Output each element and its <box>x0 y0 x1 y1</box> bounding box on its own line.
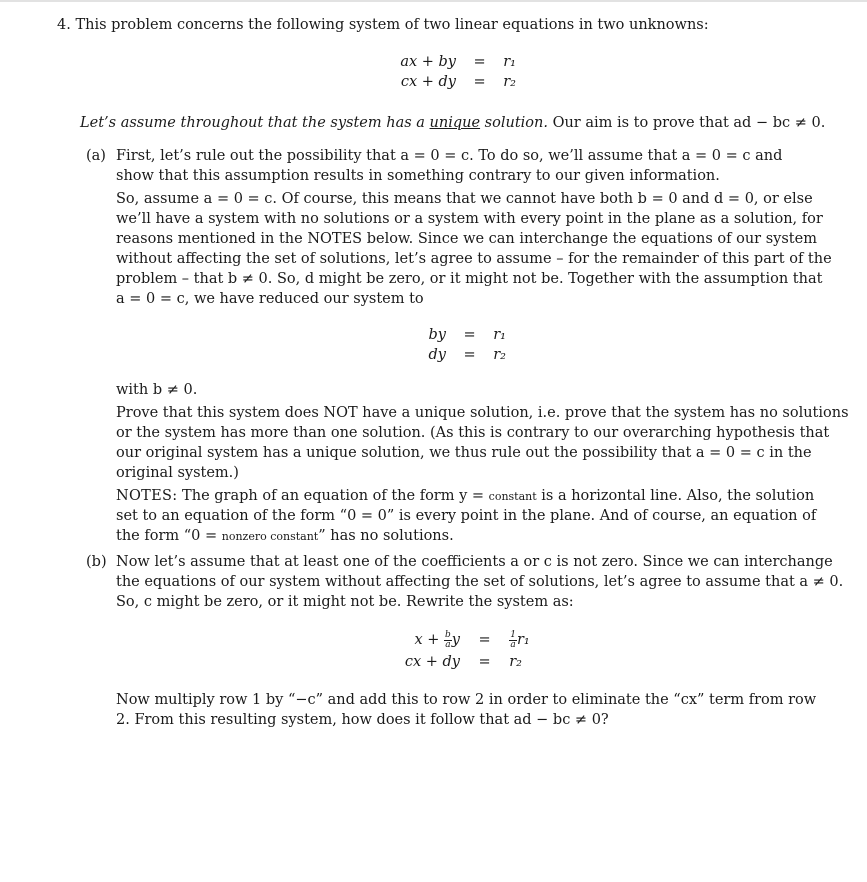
notes-line1-pre: The graph of an equation of the form y = <box>177 488 489 504</box>
assumption-line <box>80 113 825 133</box>
eq-rel: = <box>463 327 476 343</box>
eq-lhs <box>400 630 460 650</box>
eq-rel: = <box>463 347 476 363</box>
eq-lhs: cx + dy <box>400 74 456 90</box>
system1-row2 <box>390 72 516 92</box>
eq-rhs: r₂ <box>493 347 506 363</box>
with-b-line: with b ≠ 0. <box>116 382 198 398</box>
eq-rel: = <box>473 74 486 90</box>
part-b-line-3: So, c might be zero, or it might not be. Rewrite the system as: <box>116 594 574 610</box>
top-divider <box>0 0 867 2</box>
eq-lhs: dy <box>428 347 446 363</box>
problem-intro-text: This problem concerns the following system of two linear equations in two unknowns: <box>75 17 709 33</box>
notes-line-2: set to an equation of the form “0 = 0” is every point in the plane. And of course, an equation of <box>116 508 817 524</box>
assumption-aim: Our aim is to prove that ad − bc ≠ 0. <box>547 115 826 131</box>
notes-line3-pre: the form “0 = <box>116 528 222 544</box>
frac-denominator: a <box>510 639 516 650</box>
notes-line3-post: ” has no solutions. <box>318 528 454 544</box>
rhs-var: r₁ <box>516 632 530 648</box>
prove-line-2: or the system has more than one solution. (As this is contrary to our overarching hypothesis that <box>116 425 830 441</box>
prove-line-1: Prove that this system does NOT have a unique solution, i.e. prove that the system has no solutions <box>116 405 849 421</box>
lhs-y: y <box>451 632 460 648</box>
part-a-line-3: So, assume a = 0 = c. Of course, this means that we cannot have both b = 0 and d = 0, or else <box>116 191 813 207</box>
system3-row2 <box>400 652 522 672</box>
notes-nonzero-constant: nonzero constant <box>221 530 319 543</box>
part-a-line-8: a = 0 = c, we have reduced our system to <box>116 291 424 307</box>
fraction-b-over-a <box>444 631 452 650</box>
eq-rhs: r₁ <box>503 54 516 70</box>
eq-lhs: by <box>428 327 446 343</box>
frac-denominator: a <box>445 639 451 650</box>
system2-row2 <box>410 345 506 365</box>
eq-rel: = <box>478 632 491 648</box>
part-a-line-5: reasons mentioned in the NOTES below. Since we can interchange the equations of our system <box>116 231 817 247</box>
part-a-label: (a) <box>86 148 106 164</box>
prove-line-3: our original system has a unique solution, we thus rule out the possibility that a = 0 = c in the <box>116 445 812 461</box>
part-b-line-1: Now let’s assume that at least one of the coefficients a or c is not zero. Since we can interchange <box>116 554 833 570</box>
fraction-1-over-a <box>509 631 517 650</box>
notes-label: NOTES: <box>116 488 178 504</box>
part-b-label: (b) <box>86 554 107 570</box>
frac-numerator: b <box>445 629 451 640</box>
final-line-2: 2. From this resulting system, how does it follow that ad − bc ≠ 0? <box>116 712 609 728</box>
part-a-line-4: we’ll have a system with no solutions or a system with every point in the plane as a solution, for <box>116 211 823 227</box>
system1-row1 <box>390 52 516 72</box>
lhs-x: x + <box>414 632 445 648</box>
final-line-1: Now multiply row 1 by “−c” and add this to row 2 in order to eliminate the “cx” term from row <box>116 692 817 708</box>
eq-rhs: r₂ <box>509 654 522 670</box>
eq-rel: = <box>473 54 486 70</box>
system2-row1 <box>410 325 506 345</box>
notes-line-1 <box>116 486 814 507</box>
part-a-line-2: show that this assumption results in something contrary to our given information. <box>116 168 720 184</box>
eq-lhs: ax + by <box>400 54 456 70</box>
notes-constant: constant <box>488 490 537 503</box>
system3-row1 <box>400 630 530 650</box>
assumption-italic-end: solution. <box>480 115 548 131</box>
part-a-line-1: First, let’s rule out the possibility that a = 0 = c. To do so, we’ll assume that a = 0 = c and <box>116 148 783 164</box>
eq-lhs: cx + dy <box>404 654 460 670</box>
eq-rhs: r₁ <box>493 327 506 343</box>
assumption-underlined: unique <box>429 115 481 131</box>
notes-line1-post: is a horizontal line. Also, the solution <box>536 488 815 504</box>
part-b-line-2: the equations of our system without affecting the set of solutions, let’s agree to assume that a ≠ 0. <box>116 574 844 590</box>
eq-rhs <box>509 629 530 650</box>
problem-number: 4. <box>57 17 71 33</box>
assumption-italic-start: Let’s assume throughout that the system has a <box>80 115 430 131</box>
frac-numerator: 1 <box>510 629 516 640</box>
part-a-line-6: without affecting the set of solutions, let’s agree to assume – for the remainder of this part of the <box>116 251 832 267</box>
prove-line-4: original system.) <box>116 465 239 481</box>
eq-rhs: r₂ <box>503 74 516 90</box>
eq-rel: = <box>478 654 491 670</box>
part-a-line-7: problem – that b ≠ 0. So, d might be zero, or it might not be. Together with the assumption that <box>116 271 823 287</box>
notes-line-3 <box>116 526 454 547</box>
problem-intro <box>57 15 709 35</box>
